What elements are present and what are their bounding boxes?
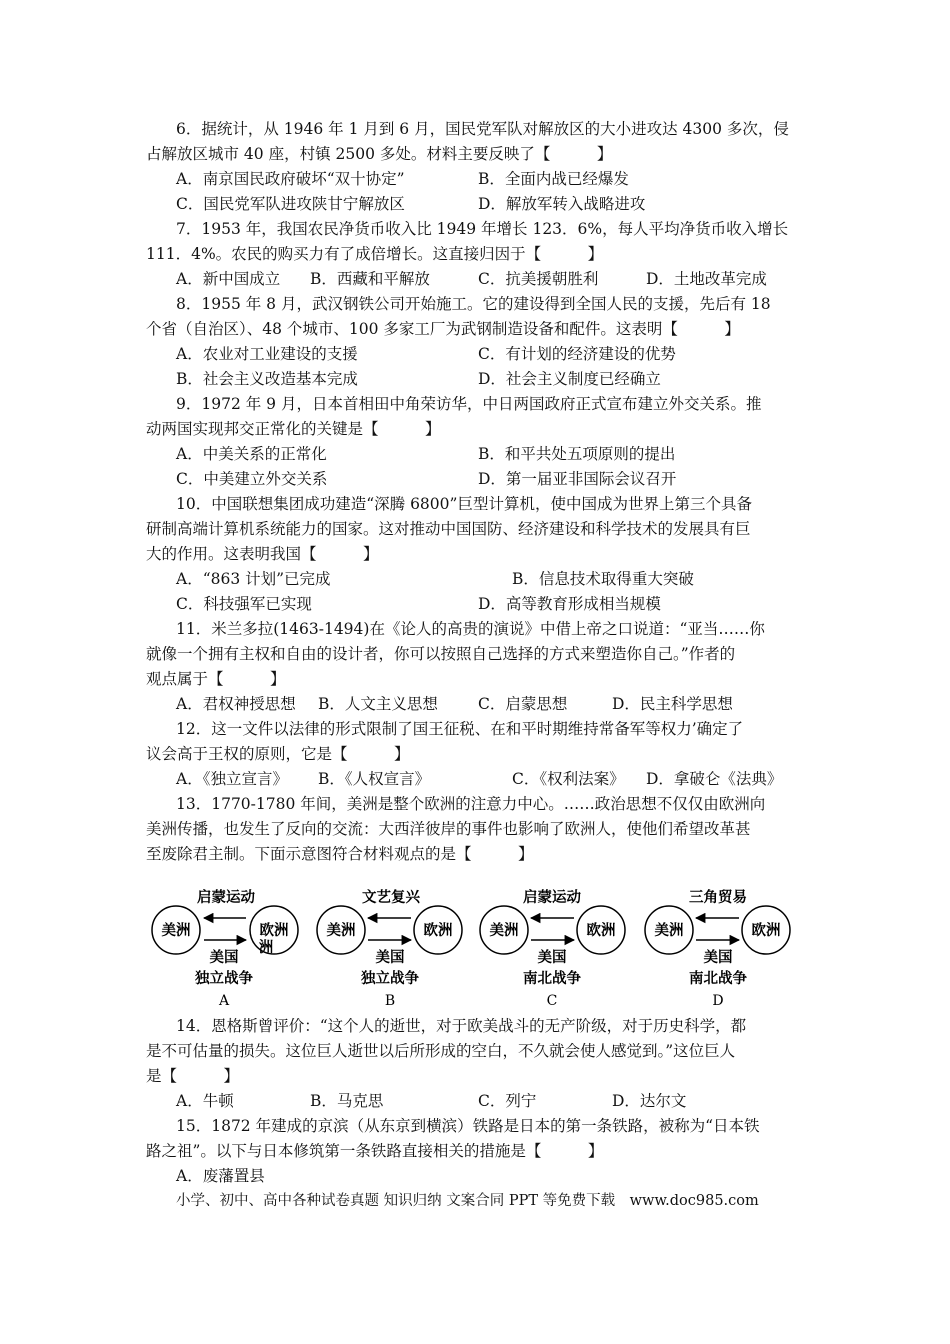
diagram-c-letter: C	[546, 993, 558, 1009]
q12-option-d: D．拿破仑《法典》	[646, 770, 783, 788]
q11-stem-line1: 11．米兰多拉(1463-1494)在《论人的高贵的演说》中借上帝之口说道：“亚当……你	[176, 620, 765, 638]
diagram-c-bottom-label2: 南北战争	[523, 971, 581, 987]
q12-option-c: C．《权利法案》	[512, 770, 625, 788]
q9-option-d: D．第一届亚非国际会议召开	[478, 470, 677, 488]
diagram-a-right-label: 欧洲	[259, 923, 289, 939]
q14-stem-line3: 是【 】	[146, 1067, 240, 1085]
q13-stem-line1: 13．1770-1780 年间，美洲是整个欧洲的注意力中心。……政治思想不仅仅由欧洲向	[176, 795, 766, 813]
page-footer: 小学、初中、高中各种试卷真题 知识归纳 文案合同 PPT 等免费下载 www.doc985.com	[176, 1193, 759, 1209]
diagram-a-letter: A	[218, 993, 230, 1009]
diagram-a-left-label: 美洲	[161, 923, 191, 939]
q8-option-c: C．有计划的经济建设的优势	[478, 345, 676, 363]
q9-option-c: C．中美建立外交关系	[176, 470, 328, 488]
diagram-a	[152, 888, 298, 1009]
q8-stem-line1: 8．1955 年 8 月，武汉钢铁公司开始施工。它的建设得到全国人民的支援，先后有 18	[176, 295, 771, 313]
diagram-c-top-label: 启蒙运动	[523, 890, 581, 906]
q11-option-a: A．君权神授思想	[176, 695, 296, 713]
q14-option-a: A．牛顿	[176, 1092, 234, 1110]
q8-stem-line2: 个省（自治区）、48 个城市、100 多家工厂为武钢制造设备和配件。这表明【 】	[146, 320, 740, 338]
q13-diagrams	[146, 880, 806, 1010]
diagram-b-bottom-label1: 美国	[375, 950, 405, 966]
q10-option-c: C．科技强军已实现	[176, 595, 312, 613]
q6-stem-line1: 6．据统计，从 1946 年 1 月到 6 月，国民党军队对解放区的大小进攻达 4300 多次，侵	[176, 120, 789, 138]
diagram-a-bottom-label2: 独立战争	[195, 971, 253, 987]
diagram-c-right-label: 欧洲	[586, 923, 616, 939]
diagram-a-right-extra: 洲	[258, 940, 274, 956]
q9-option-a: A．中美关系的正常化	[176, 445, 327, 463]
q11-stem-line3: 观点属于【 】	[146, 670, 286, 688]
q8-option-d: D．社会主义制度已经确立	[478, 370, 661, 388]
diagram-d-left-label: 美洲	[654, 923, 684, 939]
diagram-c	[480, 888, 625, 1009]
q10-option-a: A．“863 计划”已完成	[176, 570, 331, 588]
q11-option-d: D．民主科学思想	[612, 695, 733, 713]
q9-stem-line1: 9．1972 年 9 月，日本首相田中角荣访华，中日两国政府正式宣布建立外交关系。推	[176, 395, 762, 413]
diagram-d-top-label: 三角贸易	[689, 890, 747, 906]
diagram-d-bottom-label2: 南北战争	[689, 971, 747, 987]
q11-option-c: C．启蒙思想	[478, 695, 568, 713]
q13-stem-line2: 美洲传播，也发生了反向的交流：大西洋彼岸的事件也影响了欧洲人，使他们希望改革甚	[146, 820, 751, 838]
q7-option-b: B．西藏和平解放	[310, 270, 430, 288]
diagram-b-top-label: 文艺复兴	[362, 890, 420, 906]
q11-stem-line2: 就像一个拥有主权和自由的设计者，你可以按照自己选择的方式来塑造你自己。”作者的	[146, 645, 736, 663]
q14-option-c: C．列宁	[478, 1092, 537, 1110]
q8-option-a: A．农业对工业建设的支援	[176, 345, 358, 363]
diagram-b-bottom-label2: 独立战争	[361, 971, 419, 987]
q6-option-c: C．国民党军队进攻陕甘宁解放区	[176, 195, 405, 213]
q7-option-a: A．新中国成立	[176, 270, 281, 288]
diagram-b-letter: B	[384, 993, 396, 1009]
q7-stem-line1: 7．1953 年，我国农民净货币收入比 1949 年增长 123．6%，每人平均净货币收入增长	[176, 220, 789, 238]
q14-option-b: B．马克思	[310, 1092, 384, 1110]
q10-option-d: D．高等教育形成相当规模	[478, 595, 661, 613]
q10-stem-line1: 10．中国联想集团成功建造“深腾 6800”巨型计算机，使中国成为世界上第三个具备	[176, 495, 752, 513]
q6-option-d: D．解放军转入战略进攻	[478, 195, 646, 213]
q14-stem-line1: 14．恩格斯曾评价：“这个人的逝世，对于欧美战斗的无产阶级，对于历史科学，都	[176, 1017, 747, 1035]
q15-option-a: A．废藩置县	[176, 1167, 265, 1185]
q12-stem-line2: 议会高于王权的原则，它是【 】	[146, 745, 410, 763]
diagram-c-bottom-label1: 美国	[537, 950, 567, 966]
q13-stem-line3: 至废除君主制。下面示意图符合材料观点的是【 】	[146, 845, 534, 863]
q12-option-b: B．《人权宣言》	[318, 770, 431, 788]
diagram-d	[645, 888, 790, 1009]
diagram-c-left-label: 美洲	[489, 923, 519, 939]
q14-option-d: D．达尔文	[612, 1092, 687, 1110]
q15-stem-line1: 15．1872 年建成的京滨（从东京到横滨）铁路是日本的第一条铁路，被称为“日本铁	[176, 1117, 760, 1135]
diagram-a-bottom-label1: 美国	[209, 950, 239, 966]
diagram-b	[317, 888, 462, 1009]
q14-stem-line2: 是不可估量的损失。这位巨人逝世以后所形成的空白，不久就会使人感觉到。”这位巨人	[146, 1042, 736, 1060]
q9-stem-line2: 动两国实现邦交正常化的关键是【 】	[146, 420, 441, 438]
q7-option-d: D．土地改革完成	[646, 270, 767, 288]
q15-stem-line2: 路之祖”。以下与日本修筑第一条铁路直接相关的措施是【 】	[146, 1142, 604, 1160]
q7-stem-line2: 111．4%。农民的购买力有了成倍增长。这直接归因于【 】	[146, 245, 604, 263]
q12-option-a: A．《独立宣言》	[176, 770, 288, 788]
q11-option-b: B．人文主义思想	[318, 695, 438, 713]
q10-option-b: B．信息技术取得重大突破	[512, 570, 694, 588]
diagram-d-bottom-label1: 美国	[703, 950, 733, 966]
diagram-d-letter: D	[712, 993, 724, 1009]
q6-option-a: A．南京国民政府破坏“双十协定”	[176, 170, 405, 188]
q7-option-c: C．抗美援朝胜利	[478, 270, 599, 288]
q12-stem-line1: 12．这一文件以法律的形式限制了国王征税、在和平时期维持常备军等权力’确定了	[176, 720, 744, 738]
diagram-b-left-label: 美洲	[326, 923, 356, 939]
q6-option-b: B．全面内战已经爆发	[478, 170, 629, 188]
diagram-b-right-label: 欧洲	[423, 923, 453, 939]
diagram-a-top-label: 启蒙运动	[197, 890, 255, 906]
q6-stem-line2: 占解放区城市 40 座，村镇 2500 多处。材料主要反映了【 】	[146, 145, 613, 163]
q10-stem-line2: 研制高端计算机系统能力的国家。这对推动中国国防、经济建设和科学技术的发展具有巨	[146, 520, 751, 538]
diagram-d-right-label: 欧洲	[751, 923, 781, 939]
q10-stem-line3: 大的作用。这表明我国【 】	[146, 545, 379, 563]
q9-option-b: B．和平共处五项原则的提出	[478, 445, 676, 463]
q8-option-b: B．社会主义改造基本完成	[176, 370, 358, 388]
